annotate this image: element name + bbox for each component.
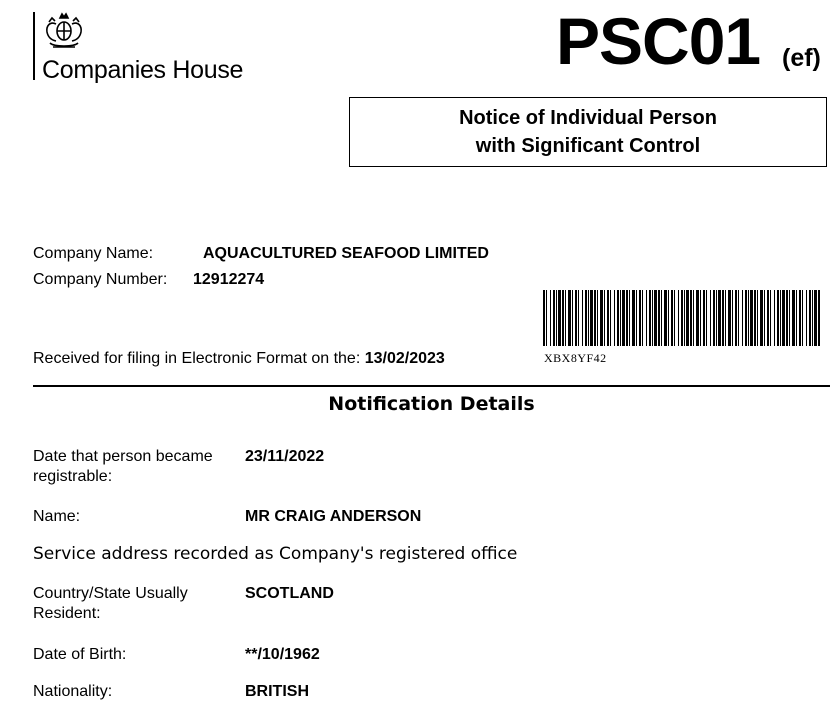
- country-value: SCOTLAND: [245, 585, 334, 602]
- barcode-bar: [585, 290, 587, 346]
- registrable-value: 23/11/2022: [245, 448, 325, 465]
- barcode-bar: [671, 290, 673, 346]
- barcode-bar: [728, 290, 731, 346]
- barcode-bar: [558, 290, 561, 346]
- country-label: Country/State Usually Resident:: [33, 585, 188, 622]
- form-suffix: (ef): [782, 44, 821, 72]
- barcode-bar: [722, 290, 724, 346]
- barcode-bar: [750, 290, 753, 346]
- logo-rule: [33, 12, 35, 80]
- barcode-bar: [782, 290, 785, 346]
- barcode-bar: [626, 290, 628, 346]
- barcode-bar: [814, 290, 817, 346]
- barcode-bar: [556, 290, 557, 346]
- barcode-bar: [725, 290, 726, 346]
- barcode-bar: [636, 290, 637, 346]
- barcode-icon: [543, 290, 823, 346]
- received-label: Received for filing in Electronic Format on the:: [33, 350, 361, 367]
- barcode-bar: [760, 290, 763, 346]
- barcode-bar: [812, 290, 813, 346]
- dob-label: Date of Birth:: [33, 646, 127, 663]
- barcode-bar: [620, 290, 621, 346]
- barcode-bar: [639, 290, 641, 346]
- barcode-bar: [806, 290, 807, 346]
- barcode-bar: [610, 290, 611, 346]
- barcode-bar: [742, 290, 743, 346]
- barcode-bar: [668, 290, 669, 346]
- barcode-bar: [703, 290, 705, 346]
- barcode-bar: [568, 290, 571, 346]
- barcode-bar: [678, 290, 679, 346]
- org-name: Companies House: [42, 56, 244, 84]
- barcode-bar: [818, 290, 820, 346]
- barcode-bar: [686, 290, 689, 346]
- barcode-bar: [748, 290, 749, 346]
- barcode-bar: [674, 290, 675, 346]
- barcode-bar: [604, 290, 605, 346]
- form-title-line2: with Significant Control: [475, 135, 701, 157]
- barcode-bar: [600, 290, 603, 346]
- barcode-bar: [629, 290, 630, 346]
- barcode-bar: [607, 290, 609, 346]
- barcode-bar: [588, 290, 589, 346]
- barcode-bar: [681, 290, 683, 346]
- barcode-bar: [786, 290, 788, 346]
- barcode-bar: [594, 290, 596, 346]
- barcode-bar: [658, 290, 660, 346]
- barcode-bar: [565, 290, 566, 346]
- received-date: 13/02/2023: [364, 350, 445, 367]
- barcode-bar: [578, 290, 579, 346]
- barcode-bar: [642, 290, 643, 346]
- received-line: [33, 350, 445, 368]
- barcode-bar: [789, 290, 790, 346]
- section-divider: [33, 385, 830, 387]
- barcode-bar: [716, 290, 717, 346]
- company-name-label: Company Name:: [33, 245, 154, 262]
- barcode-bar: [809, 290, 811, 346]
- barcode-bar: [745, 290, 747, 346]
- barcode-bar: [802, 290, 803, 346]
- barcode-bar: [767, 290, 769, 346]
- barcode-bar: [774, 290, 775, 346]
- barcode-bar: [700, 290, 701, 346]
- barcode-bar: [696, 290, 699, 346]
- barcode-bar: [713, 290, 715, 346]
- barcode-bar: [572, 290, 573, 346]
- person-name-value: MR CRAIG ANDERSON: [245, 508, 422, 525]
- form-code: PSC01: [556, 4, 761, 78]
- form-title-box: [349, 97, 827, 167]
- nationality-label: Nationality:: [33, 683, 113, 700]
- barcode-bar: [649, 290, 651, 346]
- barcode-bar: [597, 290, 598, 346]
- barcode-bar: [614, 290, 615, 346]
- company-number-value: 12912274: [193, 271, 265, 288]
- barcode-bar: [764, 290, 765, 346]
- barcode-bar: [732, 290, 733, 346]
- barcode-bar: [792, 290, 795, 346]
- barcode-bar: [590, 290, 593, 346]
- barcode-bar: [757, 290, 758, 346]
- barcode-bar: [796, 290, 797, 346]
- barcode-bar: [575, 290, 577, 346]
- barcode-bar: [777, 290, 779, 346]
- barcode-bar: [735, 290, 737, 346]
- barcode-bar: [546, 290, 547, 346]
- barcode-bar: [780, 290, 781, 346]
- nationality-value: BRITISH: [245, 683, 309, 700]
- barcode-bar: [690, 290, 692, 346]
- barcode-bar: [550, 290, 551, 346]
- service-address-note: Service address recorded as Company's registered office: [33, 544, 518, 564]
- barcode-bar: [622, 290, 625, 346]
- dob-value: **/10/1962: [245, 646, 320, 663]
- royal-coat-of-arms-icon: [41, 12, 87, 52]
- barcode-bar: [652, 290, 653, 346]
- barcode-bar: [706, 290, 707, 346]
- barcode-bar: [617, 290, 619, 346]
- form-title-line1: Notice of Individual Person: [459, 107, 717, 129]
- barcode-bar: [718, 290, 721, 346]
- barcode-bar: [632, 290, 635, 346]
- barcode-bar: [684, 290, 685, 346]
- barcode-bar: [543, 290, 545, 346]
- barcode-bar: [664, 290, 667, 346]
- barcode-bar: [582, 290, 583, 346]
- barcode-bar: [553, 290, 555, 346]
- barcode-bar: [738, 290, 739, 346]
- registrable-label: Date that person became registrable:: [33, 448, 213, 485]
- barcode-bar: [754, 290, 756, 346]
- barcode-text: XBX8YF42: [544, 351, 607, 365]
- company-number-label: Company Number:: [33, 271, 168, 288]
- barcode-bar: [693, 290, 694, 346]
- barcode-bar: [654, 290, 657, 346]
- company-name-value: AQUACULTURED SEAFOOD LIMITED: [203, 245, 489, 262]
- barcode-bar: [710, 290, 711, 346]
- barcode-bar: [562, 290, 564, 346]
- barcode-bar: [770, 290, 771, 346]
- section-heading: Notification Details: [328, 393, 535, 415]
- barcode-bar: [661, 290, 662, 346]
- person-name-label: Name:: [33, 508, 81, 525]
- barcode-bar: [799, 290, 801, 346]
- barcode-bar: [646, 290, 647, 346]
